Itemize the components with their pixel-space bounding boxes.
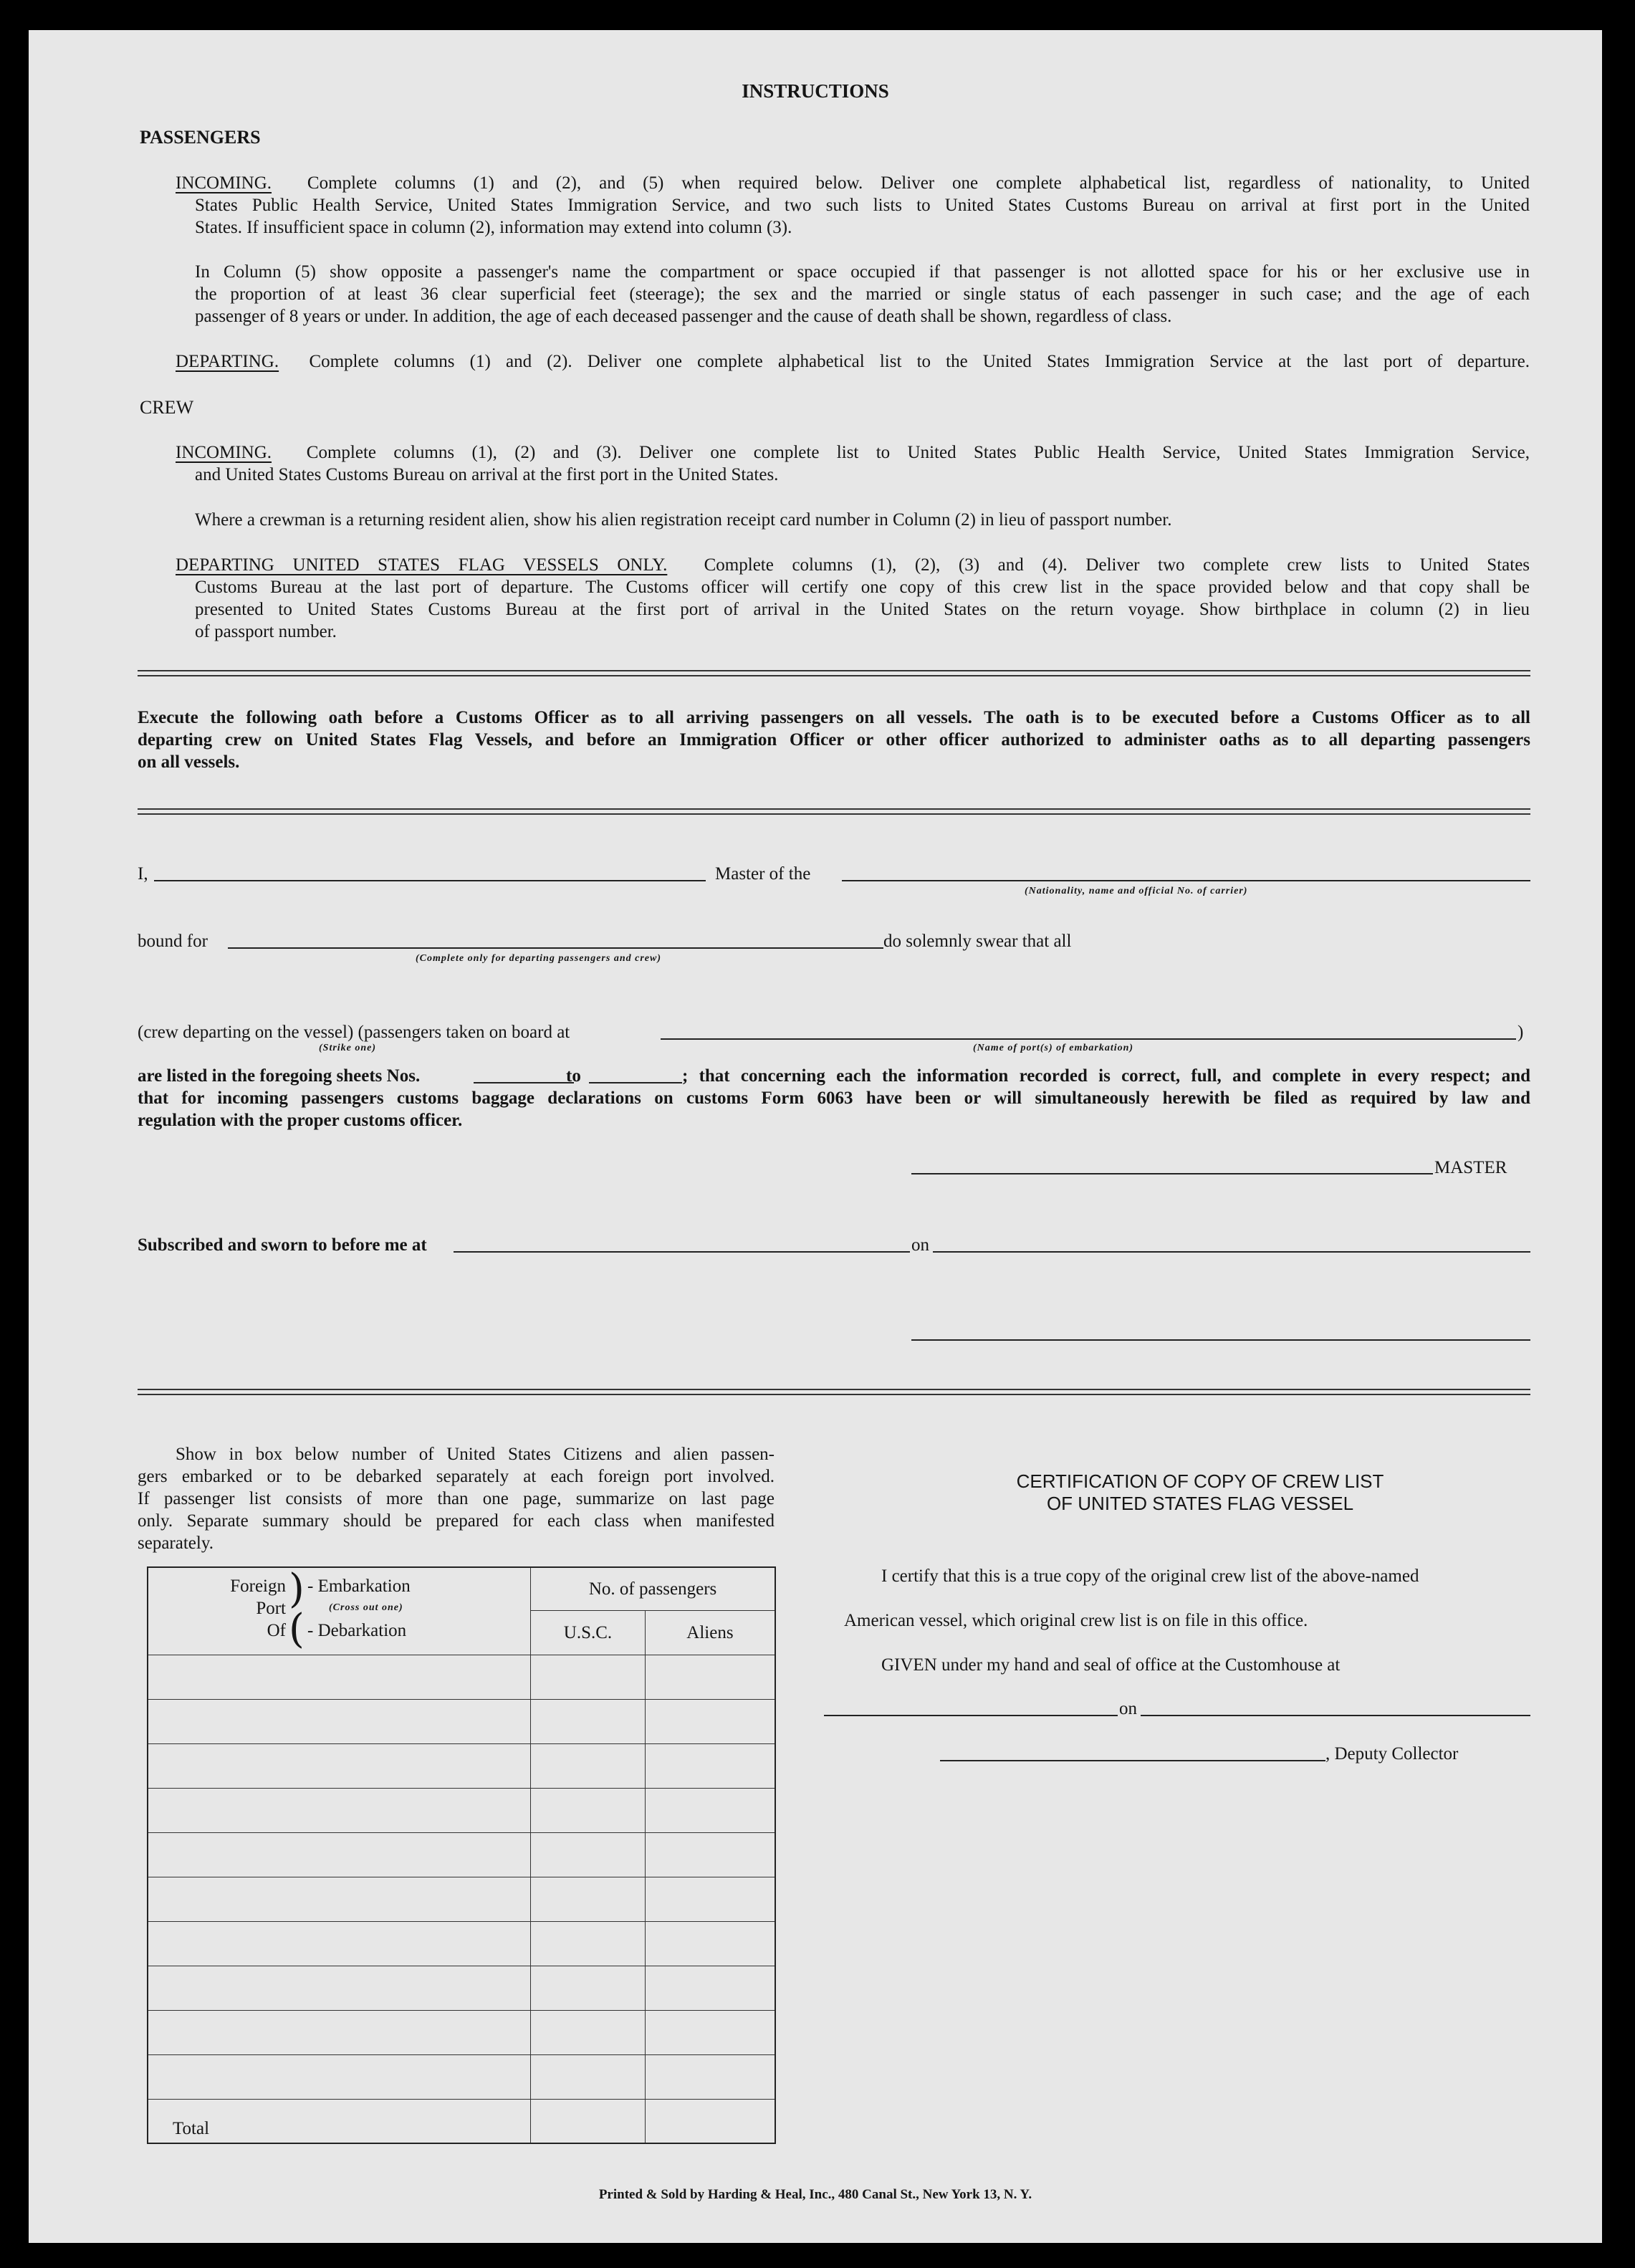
- usc-header: U.S.C.: [531, 1610, 646, 1655]
- total-label: Total: [148, 2099, 531, 2143]
- port-caption: (Name of port(s) of embarkation): [973, 1043, 1134, 1053]
- table-row: [148, 1655, 775, 1699]
- customhouse-field[interactable]: [824, 1715, 1118, 1716]
- table-row: [148, 1699, 775, 1743]
- table-row: [148, 1921, 775, 1966]
- summary-instr-line2: gers embarked or to be debarked separately at each foreign port involved.: [138, 1467, 775, 1486]
- certification-line3: GIVEN under my hand and seal of office at the Customhouse at: [881, 1655, 1341, 1675]
- crew-resident-note: Where a crewman is a returning resident alien, show his alien registration receipt card number in Column (2) in lieu of passport number.: [195, 510, 1172, 530]
- passengers-heading: PASSENGERS: [140, 127, 261, 148]
- aliens-cell[interactable]: [645, 1921, 775, 1966]
- sheet-to-field[interactable]: [589, 1082, 682, 1083]
- section-divider: [138, 1389, 1530, 1395]
- port-cell[interactable]: [148, 1921, 531, 1966]
- bound-for-field[interactable]: [228, 947, 883, 949]
- total-aliens-cell[interactable]: [645, 2099, 775, 2143]
- aliens-cell[interactable]: [645, 1655, 775, 1699]
- aliens-cell[interactable]: [645, 1788, 775, 1832]
- table-row: [148, 1877, 775, 1921]
- embarkation-port-field[interactable]: [661, 1038, 1516, 1040]
- port-cell[interactable]: [148, 1788, 531, 1832]
- crew-incoming-label: INCOMING.: [176, 443, 272, 462]
- debarkation-option[interactable]: - Debarkation: [307, 1621, 407, 1640]
- usc-cell[interactable]: [531, 1788, 646, 1832]
- usc-cell[interactable]: [531, 1655, 646, 1699]
- aliens-header: Aliens: [645, 1610, 775, 1655]
- sworn-place-field[interactable]: [454, 1251, 910, 1253]
- usc-cell[interactable]: [531, 1921, 646, 1966]
- aliens-cell[interactable]: [645, 1877, 775, 1921]
- passenger-summary-table: [147, 1566, 776, 2144]
- carrier-field[interactable]: [842, 880, 1530, 881]
- complete-only-caption: (Complete only for departing passengers and crew): [416, 953, 661, 964]
- page-title: INSTRUCTIONS: [742, 80, 889, 102]
- aliens-cell[interactable]: [645, 1743, 775, 1788]
- aliens-cell[interactable]: [645, 1966, 775, 2010]
- summary-instr-line1: Show in box below number of United States Citizens and alien passen-: [176, 1445, 775, 1464]
- crew-departing-line1: DEPARTING UNITED STATES FLAG VESSELS ONLY. Complete columns (1), (2), (3) and (4). Deliver two complete crew lists to United States: [176, 555, 1530, 575]
- port-cell[interactable]: [148, 1699, 531, 1743]
- section-divider: [138, 670, 1530, 676]
- table-row: [148, 1788, 775, 1832]
- oath-line2: that for incoming passengers customs baggage declarations on customs Form 6063 have been or will simultaneously herewith be filed as required by law and: [138, 1088, 1530, 1108]
- master-label: MASTER: [1434, 1158, 1507, 1177]
- embarkation-option[interactable]: - Embarkation: [307, 1576, 411, 1596]
- usc-cell[interactable]: [531, 1743, 646, 1788]
- to-label: to: [566, 1066, 581, 1086]
- crew-heading: CREW: [140, 397, 194, 418]
- port-cell[interactable]: [148, 1743, 531, 1788]
- certification-title-1: CERTIFICATION OF COPY OF CREW LIST: [1016, 1470, 1384, 1492]
- passengers-departing: DEPARTING. Complete columns (1) and (2). Deliver one complete alphabetical list to the United States Immigration Service at the last port of departure.: [176, 352, 1530, 371]
- sheet-from-field[interactable]: [474, 1082, 574, 1083]
- table-row: [148, 1966, 775, 2010]
- certification-line2: American vessel, which original crew list is on file in this office.: [844, 1611, 1308, 1630]
- crew-incoming-line2: and United States Customs Bureau on arrival at the first port in the United States.: [195, 465, 779, 484]
- port-header-cell: [148, 1567, 531, 1655]
- certification-on-label: on: [1119, 1699, 1137, 1718]
- officer-signature-field[interactable]: [911, 1339, 1530, 1341]
- column5-line3: passenger of 8 years or under. In addition, the age of each deceased passenger and the cause of death shall be shown, regardless of class.: [195, 307, 1172, 326]
- certification-title-2: OF UNITED STATES FLAG VESSEL: [1046, 1493, 1354, 1514]
- bound-for-label: bound for: [138, 932, 208, 951]
- strike-one-caption: (Strike one): [319, 1043, 377, 1053]
- usc-cell[interactable]: [531, 1832, 646, 1877]
- close-paren: ): [1517, 1023, 1524, 1042]
- section-divider: [138, 808, 1530, 815]
- master-of-the-label: Master of the: [715, 864, 811, 884]
- foreign-port-of-label: Foreign Port Of: [230, 1576, 286, 1640]
- port-cell[interactable]: [148, 2054, 531, 2099]
- passengers-incoming-line1: INCOMING. Complete columns (1) and (2), and (5) when required below. Deliver one complete alphabetical list, regardless of nationality, to United: [176, 173, 1530, 193]
- usc-cell[interactable]: [531, 1966, 646, 2010]
- port-cell[interactable]: [148, 1832, 531, 1877]
- usc-cell[interactable]: [531, 2054, 646, 2099]
- swear-text: do solemnly swear that all: [883, 932, 1072, 951]
- incoming-label: INCOMING.: [176, 173, 272, 193]
- summary-instr-line3: If passenger list consists of more than one page, summarize on last page: [138, 1489, 775, 1508]
- departing-us-label: DEPARTING UNITED STATES FLAG VESSELS ONLY.: [176, 555, 668, 575]
- departing-label: DEPARTING.: [176, 352, 279, 371]
- crew-incoming-line1: INCOMING. Complete columns (1), (2) and (3). Deliver one complete list to United States Public Health Service, United States Immigration Service,: [176, 443, 1530, 462]
- passengers-incoming-line2: States Public Health Service, United States Immigration Service, and two such lists to United States Customs Bureau on arrival at first port in the United: [195, 196, 1530, 215]
- master-name-field[interactable]: [154, 880, 706, 881]
- summary-instr-line5: separately.: [138, 1533, 214, 1553]
- printer-footer: Printed & Sold by Harding & Heal, Inc., 480 Canal St., New York 13, N. Y.: [598, 2187, 1032, 2202]
- port-cell[interactable]: [148, 1655, 531, 1699]
- passengers-incoming-line3: States. If insufficient space in column (2), information may extend into column (3).: [195, 218, 792, 237]
- listed-rest: ; that concerning each the information recorded is correct, full, and complete in every respect; and: [682, 1066, 1530, 1086]
- port-cell[interactable]: [148, 1877, 531, 1921]
- oath-intro-line3: on all vessels.: [138, 752, 240, 772]
- aliens-cell[interactable]: [645, 1832, 775, 1877]
- certification-date-field[interactable]: [1141, 1715, 1530, 1716]
- oath-line3: regulation with the proper customs officer.: [138, 1111, 463, 1130]
- on-label: on: [911, 1235, 929, 1255]
- aliens-cell[interactable]: [645, 1699, 775, 1743]
- port-cell[interactable]: [148, 1966, 531, 2010]
- table-row: [148, 1832, 775, 1877]
- usc-cell[interactable]: [531, 2010, 646, 2054]
- aliens-cell[interactable]: [645, 2054, 775, 2099]
- summary-instr-line4: only. Separate summary should be prepared for each class when manifested: [138, 1511, 775, 1531]
- table-row: [148, 1743, 775, 1788]
- deputy-signature-field[interactable]: [940, 1760, 1325, 1761]
- column5-line1: In Column (5) show opposite a passenger's name the compartment or space occupied if that passenger is not allotted space for his or her exclusive use in: [195, 262, 1530, 282]
- sworn-date-field[interactable]: [933, 1251, 1530, 1253]
- form-page: [29, 30, 1602, 2243]
- oath-intro-line1: Execute the following oath before a Customs Officer as to all arriving passengers on all vessels. The oath is to be executed before a Customs Officer as to all: [138, 708, 1530, 727]
- aliens-cell[interactable]: [645, 2010, 775, 2054]
- subscribed-label: Subscribed and sworn to before me at: [138, 1235, 427, 1255]
- brace-close: (: [289, 1606, 305, 1652]
- oath-i-label: I,: [138, 864, 148, 884]
- total-usc-cell[interactable]: [531, 2099, 646, 2143]
- crew-departing-choice: (crew departing on the vessel) (passengers taken on board at: [138, 1023, 570, 1042]
- column5-line2: the proportion of at least 36 clear superficial feet (steerage); the sex and the married or single status of each passenger in such case; and the age of each: [195, 284, 1530, 304]
- crew-departing-line3: presented to United States Customs Bureau at the first port of arrival in the United States on the return voyage. Show birthplace in column (2) in lieu: [195, 600, 1530, 619]
- port-cell[interactable]: [148, 2010, 531, 2054]
- certification-line1: I certify that this is a true copy of the original crew list of the above-named: [881, 1566, 1419, 1586]
- crew-departing-line2: Customs Bureau at the last port of departure. The Customs officer will certify one copy of this crew list in the space provided below and that copy shall be: [195, 578, 1530, 597]
- usc-cell[interactable]: [531, 1699, 646, 1743]
- usc-cell[interactable]: [531, 1877, 646, 1921]
- crew-departing-line4: of passport number.: [195, 622, 337, 641]
- nationality-caption: (Nationality, name and official No. of carrier): [1025, 886, 1248, 896]
- brace-open: ): [289, 1566, 305, 1612]
- master-signature-field[interactable]: [911, 1173, 1433, 1174]
- table-row: [148, 2010, 775, 2054]
- no-of-passengers-header: No. of passengers: [531, 1567, 775, 1610]
- oath-intro-line2: departing crew on United States Flag Vessels, and before an Immigration Officer or other officer authorized to administer oaths as to all departing passengers: [138, 730, 1530, 750]
- deputy-collector-label: , Deputy Collector: [1325, 1744, 1459, 1764]
- table-row: [148, 2054, 775, 2099]
- listed-start: are listed in the foregoing sheets Nos.: [138, 1066, 421, 1086]
- cross-out-caption: (Cross out one): [329, 1602, 403, 1613]
